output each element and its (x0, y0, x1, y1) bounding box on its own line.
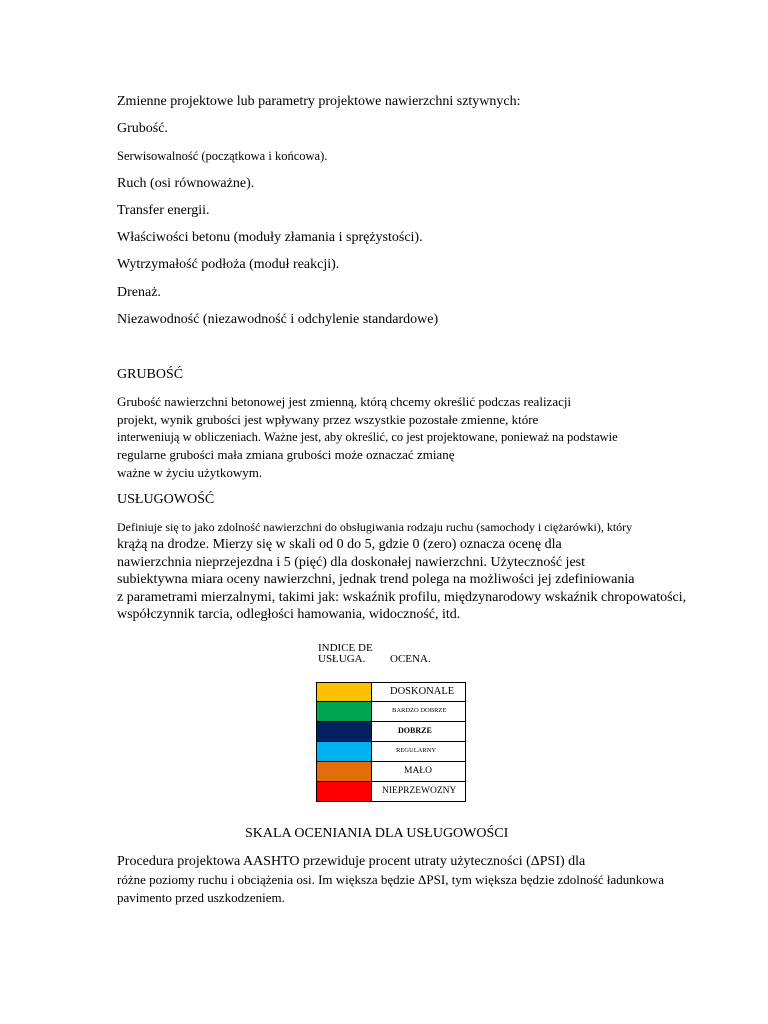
paragraph-line: nawierzchnia nieprzejezdna i 5 (pięć) dla doskonałej nawierzchni. Użyteczność jest (117, 555, 586, 570)
scale-label: REGULARNY (371, 742, 466, 762)
paragraph-line: Procedura projektowa AASHTO przewiduje procent utraty użyteczności (ΔPSI) dla (117, 854, 586, 869)
intro-item: Drenaż. (117, 285, 161, 300)
scale-label: MAŁO (371, 762, 466, 782)
scale-label: NIEPRZEWOZNY (371, 782, 466, 802)
color-swatch (316, 742, 371, 762)
paragraph-line: interweniują w obliczeniach. Ważne jest, aby określić, co jest projektowane, ponieważ na podstawie (117, 430, 618, 444)
paragraph-line: Grubość nawierzchni betonowej jest zmienną, którą chcemy określić podczas realizacji (117, 394, 572, 409)
paragraph-line: różne poziomy ruchu i obciążenia osi. Im większa będzie ΔPSI, tym większa będzie zdolność ładunkowa (117, 872, 664, 887)
scale-header-index-line2: USŁUGA. (318, 653, 366, 665)
scale-label: DOSKONALE (371, 682, 466, 702)
scale-label: BARDZO DOBRZE (371, 702, 466, 722)
intro-item: Serwisowalność (początkowa i końcowa). (117, 149, 328, 163)
paragraph-line: współczynnik tarcia, odległości hamowania, widoczność, itd. (117, 607, 461, 622)
scale-caption: SKALA OCENIANIA DLA USŁUGOWOŚCI (245, 826, 509, 841)
color-swatch (316, 722, 371, 742)
scale-label: DOBRZE (371, 722, 466, 742)
intro-item: Niezawodność (niezawodność i odchylenie standardowe) (117, 312, 439, 327)
paragraph-line: pavimento przed uszkodzeniem. (117, 890, 285, 905)
paragraph-line: Definiuje się to jako zdolność nawierzchni do obsługiwania rodzaju ruchu (samochody i ciężarówki), który (117, 520, 633, 534)
section-title-uslugowosc: USŁUGOWOŚĆ (117, 492, 215, 507)
intro-heading: Zmienne projektowe lub parametry projektowe nawierzchni sztywnych: (117, 94, 521, 109)
intro-item: Transfer energii. (117, 203, 210, 218)
scale-row (316, 782, 466, 802)
section-title-grubosc: GRUBOŚĆ (117, 367, 184, 382)
paragraph-line: projekt, wynik grubości jest wpływany przez wszystkie pozostałe zmienne, które (117, 412, 539, 427)
intro-item: Ruch (osi równoważne). (117, 176, 255, 191)
scale-row (316, 722, 466, 742)
color-swatch (316, 782, 371, 802)
intro-item: Grubość. (117, 121, 168, 136)
color-swatch (316, 682, 371, 702)
scale-header-rating: OCENA. (390, 653, 431, 665)
scale-header-index-line1: INDICE DE (318, 642, 373, 654)
scale-row (316, 682, 466, 702)
scale-row (316, 702, 466, 722)
scale-header-index (318, 643, 373, 665)
color-swatch (316, 762, 371, 782)
serviceability-scale-table (316, 682, 466, 802)
intro-item: Właściwości betonu (moduły złamania i sprężystości). (117, 230, 423, 245)
color-swatch (316, 702, 371, 722)
paragraph-line: z parametrami mierzalnymi, takimi jak: wskaźnik profilu, międzynarodowy wskaźnik chropowatości, (117, 590, 687, 605)
scale-row (316, 762, 466, 782)
paragraph-line: subiektywna miara oceny nawierzchni, jednak trend polega na możliwości jej zdefiniowania (117, 572, 635, 587)
paragraph-line: regularne grubości mała zmiana grubości może oznaczać zmianę (117, 447, 455, 462)
paragraph-line: ważne w życiu użytkowym. (117, 465, 263, 480)
paragraph-line: krążą na drodze. Mierzy się w skali od 0 do 5, gdzie 0 (zero) oznacza ocenę dla (117, 537, 562, 552)
scale-row (316, 742, 466, 762)
intro-item: Wytrzymałość podłoża (moduł reakcji). (117, 257, 340, 272)
